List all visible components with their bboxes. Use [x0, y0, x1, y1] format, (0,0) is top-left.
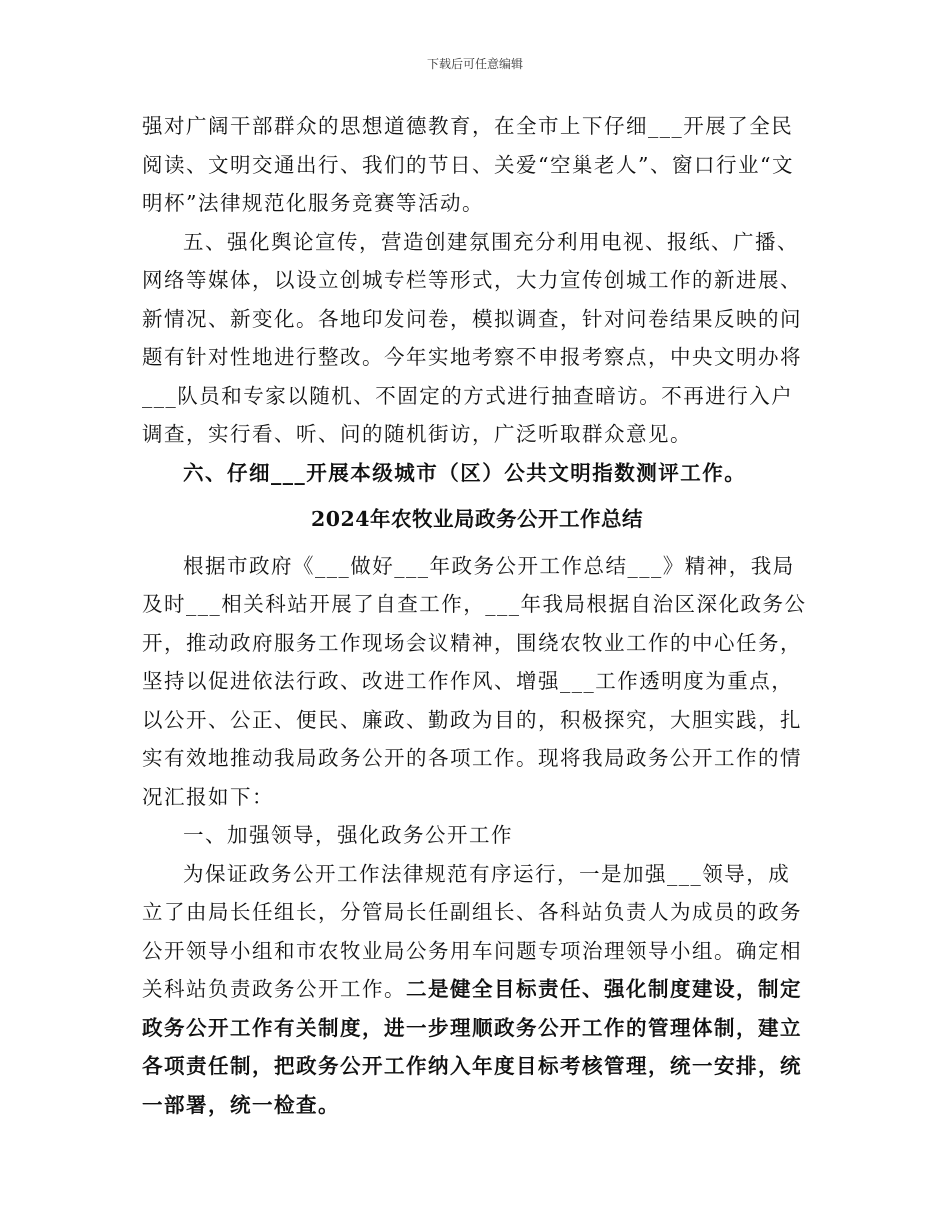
- paragraph-section-5: 五、强化舆论宣传，营造创建氛围充分利用电视、报纸、广播、网络等媒体，以设立创城专栏等形式，大力宣传创城工作的新进展、新情况、新变化。各地印发问卷，模拟调查，针对问卷结果反映的问题有针对性地进行整改。今年实地考察不申报考察点，中央文明办将___队员和专家以随机、不固定的方式进行抽查暗访。不再进行入户调查，实行看、听、问的随机街访，广泛听取群众意见。: [142, 229, 802, 446]
- section-heading-1: 一、加强领导，强化政务公开工作: [183, 823, 513, 847]
- paragraph-section-6: 六、仔细___开展本级城市（区）公共文明指数测评工作。: [183, 460, 747, 485]
- paragraph-intro: 根据市政府《___做好___年政务公开工作总结___》精神，我局及时___相关科站开展了自查工作，___年我局根据自治区深化政务公开，推动政府服务工作现场会议精神，围绕农牧业工作的中心任务，坚持以促进依法行政、改进工作作风、增强___工作透明度为重点，以公开、公正、便民、廉政、勤政为目的，积极探究，大胆实践，扎实有效地推动我局政务公开的各项工作。现将我局政务公开工作的情况汇报如下：: [142, 553, 807, 809]
- body-text-normal: 为保证政务公开工作法律规范有序运行，一是加强___领导，成立了由局长任组长，分管局长任副组长、各科站负责人为成员的政务公开领导小组和市农牧业局公务用车问题专项治理领导小组。确定相关科站负责政务公开工作。: [142, 861, 802, 1001]
- page-header: 下载后可任意编辑: [426, 57, 523, 71]
- document-title: 2024年农牧业局政务公开工作总结: [310, 507, 644, 531]
- paragraph-section-1-body: [142, 855, 812, 1125]
- document-body: [142, 107, 812, 1124]
- body-text-bold: 二是健全目标责任、强化制度建设，制定政务公开工作有关制度，进一步理顺政务公开工作的管理体制，建立各项责任制，把政务公开工作纳入年度目标考核管理，统一安排，统一部署，统一检查。: [142, 977, 802, 1117]
- paragraph-1: 强对广阔干部群众的思想道德教育，在全市上下仔细___开展了全民阅读、文明交通出行、我们的节日、关爱“空巢老人”、窗口行业“文明杯”法律规范化服务竞赛等活动。: [142, 114, 794, 215]
